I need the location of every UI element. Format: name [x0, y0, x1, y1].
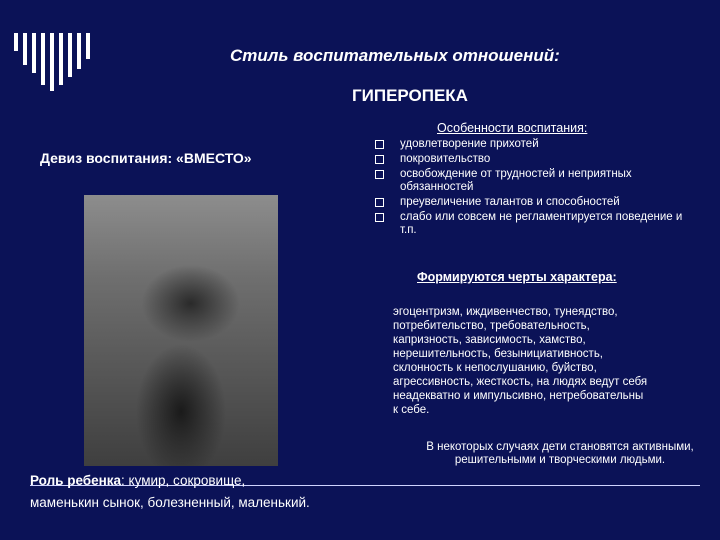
feature-item: покровительство	[372, 153, 702, 166]
child-role-line2: маменькин сынок, болезненный, маленький.	[30, 495, 310, 510]
checkbox-bullet-icon	[375, 140, 384, 149]
child-role-line1: : кумир, сокровище,	[121, 473, 246, 488]
traits-text: эгоцентризм, иждивенчество, тунеядство, потребительство, требовательность, капризность, зависимость, хамство, нерешительность, безынициативность, склонность к непослушанию, буйство, агрессивность, жесткость, на людях ведут себя неадекватно и импульсивно, нетребовательны к себе.	[393, 306, 648, 416]
checkbox-bullet-icon	[375, 213, 384, 222]
feature-item: преувеличение талантов и способностей	[372, 196, 702, 209]
checkbox-bullet-icon	[375, 155, 384, 164]
feature-item: удовлетворение прихотей	[372, 138, 702, 151]
child-role	[30, 470, 310, 514]
decorative-bars	[14, 33, 104, 93]
feature-item: слабо или совсем не регламентируется поведение и т.п.	[372, 211, 702, 237]
checkbox-bullet-icon	[375, 170, 384, 179]
feature-item: освобождение от трудностей и неприятных обязанностей	[372, 168, 702, 194]
note-text: В некоторых случаях дети становятся активными, решительными и творческими людьми.	[426, 441, 694, 466]
slide-subtitle: ГИПЕРОПЕКА	[352, 86, 468, 105]
features-heading: Особенности воспитания:	[437, 121, 588, 135]
slide-title: Стиль воспитательных отношений:	[230, 46, 560, 65]
features-list	[372, 138, 702, 239]
checkbox-bullet-icon	[375, 198, 384, 207]
child-on-shoulders-photo	[84, 195, 278, 466]
traits-heading: Формируются черты характера:	[417, 270, 617, 284]
upbringing-motto: Девиз воспитания: «ВМЕСТО»	[40, 150, 252, 166]
child-role-label: Роль ребенка	[30, 473, 122, 488]
